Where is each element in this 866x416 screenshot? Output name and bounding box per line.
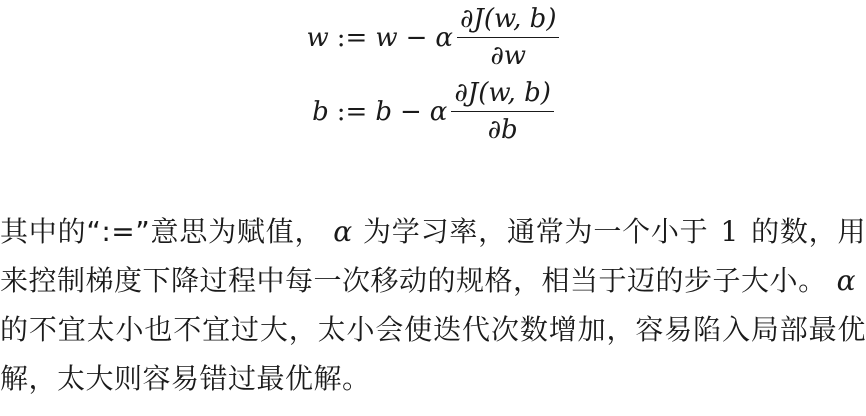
eq2-assign: := <box>336 96 368 127</box>
paragraph-text-4: 的不宜太小也不宜过大，太小会使迭代次数增加，容易陷入局部最优解，太大则容易错过最优解。 <box>0 313 866 395</box>
w-update-equation <box>0 6 866 69</box>
eq2-denominator: ∂b <box>487 115 518 145</box>
b-update-equation <box>0 80 866 143</box>
eq2-alpha: α <box>429 96 448 127</box>
explanation-paragraph <box>0 207 866 403</box>
eq2-minus: − <box>400 96 422 127</box>
eq2-fraction <box>451 80 554 143</box>
eq1-denominator: ∂w <box>490 41 527 71</box>
eq1-numerator: ∂J(w, b) <box>457 6 560 38</box>
eq1-alpha: α <box>435 22 453 53</box>
eq1-assign: := <box>336 22 368 53</box>
paragraph-text-2: 为学习率，通常为一个小于 <box>362 215 709 248</box>
eq1-lhs: w <box>306 22 329 53</box>
number-one: 1 <box>720 215 739 248</box>
eq2-rhs-var: b <box>375 96 392 127</box>
eq2-numerator: ∂J(w, b) <box>451 80 554 112</box>
eq2-lhs: b <box>312 96 329 127</box>
eq1-rhs-var: w <box>375 22 398 53</box>
alpha-symbol: α <box>333 215 353 248</box>
eq1-minus: − <box>405 22 428 53</box>
eq1-fraction <box>457 6 560 69</box>
alpha-symbol-2: α <box>836 264 856 297</box>
paragraph-text-3: 的数，用来控制梯度下降过程中每一次移动的规格，相当于迈的步子大小。 <box>0 215 866 297</box>
paragraph-text-1: 其中的“:=”意思为赋值， <box>0 215 324 248</box>
